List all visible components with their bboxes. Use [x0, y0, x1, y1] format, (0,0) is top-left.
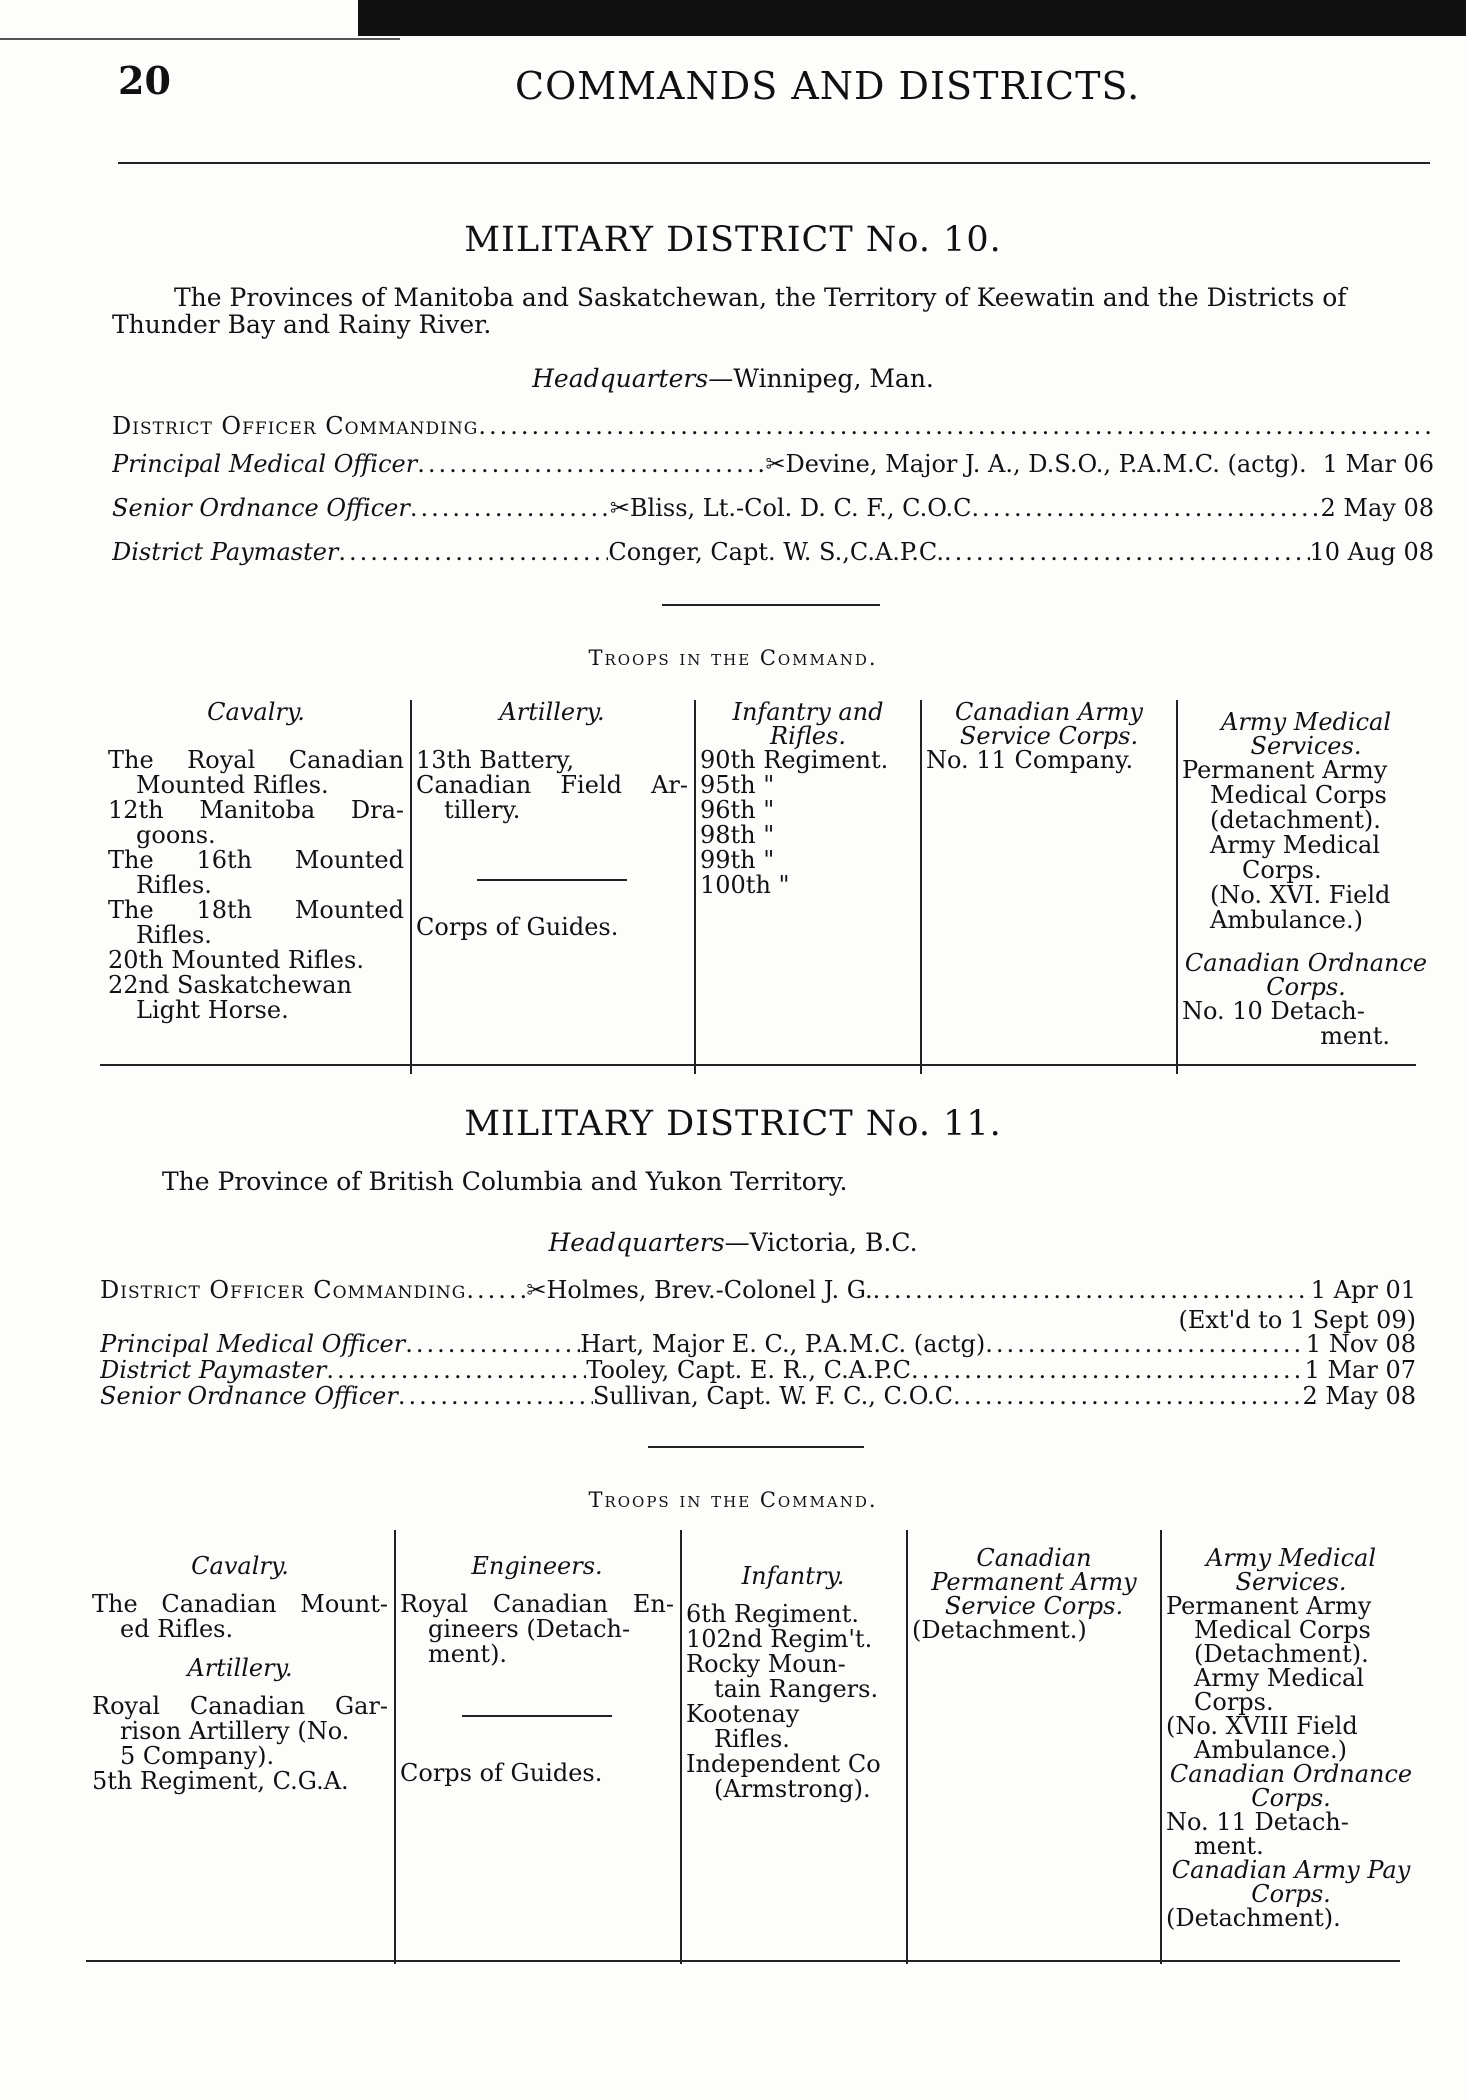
troop-entry: Army Medical	[1194, 1664, 1364, 1692]
column-divider	[906, 1530, 908, 1964]
column-heading: Artillery.	[187, 1654, 293, 1682]
troop-entry: Corps of Guides.	[400, 1759, 603, 1787]
officer-role: Principal Medical Officer	[100, 1330, 406, 1358]
leader-dots	[326, 1356, 586, 1384]
officer-row	[112, 538, 1434, 566]
officer-role: District Officer Commanding	[112, 412, 479, 440]
column-heading: Infantry and Rifles.	[732, 698, 884, 750]
troop-entry: Corps of Guides.	[416, 913, 619, 941]
troop-entry: Independent Co	[686, 1750, 881, 1778]
troop-entry: 22nd Saskatchewan	[108, 971, 352, 999]
column-heading: Artillery.	[499, 698, 605, 726]
column-heading: Canadian Ordnance Corps.	[1169, 1760, 1413, 1812]
troop-entry: Rocky Moun-	[686, 1650, 846, 1678]
cavalry-column	[108, 700, 404, 1023]
troop-entry: Permanent Army	[1166, 1592, 1372, 1620]
troop-entry: 96th "	[700, 796, 775, 824]
troop-entry: Ambulance.)	[1194, 1736, 1347, 1764]
officer-role: District Officer Commanding	[100, 1276, 467, 1304]
column-heading: Canadian Army Pay Corps.	[1171, 1856, 1411, 1908]
leader-dots	[478, 412, 1434, 440]
headquarters-label: Headquarters	[548, 1228, 725, 1257]
leader-dots	[466, 1276, 526, 1304]
headquarters-city: —Victoria, B.C.	[724, 1228, 918, 1257]
officer-name: ✂Devine, Major J. A., D.S.O., P.A.M.C. (actg).	[765, 450, 1307, 478]
troop-entry: (Detachment).	[1166, 1904, 1341, 1932]
page-top-line	[0, 38, 400, 40]
column-divider	[920, 700, 922, 1074]
troop-entry: 99th "	[700, 846, 775, 874]
leader-dots	[417, 450, 765, 478]
leader-dots	[873, 1276, 1311, 1304]
officer-date: 1 Nov 08	[1305, 1330, 1416, 1358]
officer-name: ✂Holmes, Brev.-Colonel J. G.	[526, 1276, 873, 1304]
troop-entry: gineers (Detach-	[428, 1615, 631, 1643]
column-heading: Army Medical Services.	[1206, 1544, 1376, 1596]
column-heading: Canadian Ordnance Corps.	[1184, 949, 1428, 1001]
officer-row	[112, 494, 1434, 522]
troop-entry: ment.	[1194, 1832, 1264, 1860]
troops-heading: Troops in the Command.	[588, 1488, 878, 1512]
district-11-title: MILITARY DISTRICT No. 11.	[464, 1104, 1002, 1144]
leader-dots	[944, 538, 1310, 566]
troop-entry: 100th "	[700, 871, 790, 899]
troop-entry: Medical Corps	[1194, 1616, 1371, 1644]
leader-dots	[971, 494, 1320, 522]
column-rule	[462, 1715, 612, 1717]
leader-dots	[410, 494, 610, 522]
district-11-description: The Province of British Columbia and Yukon Territory.	[162, 1167, 848, 1196]
troop-entry: No. 10 Detach-	[1182, 997, 1365, 1025]
troop-entry: Royal Canadian Gar-	[92, 1692, 388, 1720]
troop-entry: Royal Canadian En-	[400, 1590, 674, 1618]
headquarters-city: —Winnipeg, Man.	[708, 364, 934, 393]
troop-entry: Ambulance.)	[1210, 906, 1363, 934]
section-rule	[662, 604, 880, 606]
leader-dots	[405, 1330, 580, 1358]
officer-row	[100, 1356, 1416, 1384]
troop-entry: Medical Corps	[1210, 781, 1387, 809]
district-10-headquarters	[0, 364, 1466, 393]
troop-entry: rison Artillery (No.	[120, 1717, 350, 1745]
troop-entry: Rifles.	[136, 921, 212, 949]
officer-role: Senior Ordnance Officer	[112, 494, 410, 522]
headquarters-label: Headquarters	[532, 364, 709, 393]
officer-name: ✂Bliss, Lt.-Col. D. C. F., C.O.C	[609, 494, 972, 522]
troop-entry: (No. XVIII Field	[1166, 1712, 1358, 1740]
troop-entry: ment).	[428, 1640, 508, 1668]
officer-date: 1 Mar 06	[1322, 450, 1434, 478]
troop-entry: (detachment).	[1210, 806, 1381, 834]
troop-entry: Kootenay	[686, 1700, 800, 1728]
troop-entry: (Armstrong).	[714, 1775, 871, 1803]
column-heading: Canadian Army Service Corps.	[955, 698, 1143, 750]
column-heading: Cavalry.	[191, 1552, 289, 1580]
officer-name: Conger, Capt. W. S.,C.A.P.C.	[608, 538, 944, 566]
district-10-description: The Provinces of Manitoba and Saskatchewan, the Territory of Keewatin and the Districts of Thunder Bay and Rainy River.	[112, 283, 1347, 339]
troop-entry: ment.	[1320, 1022, 1390, 1050]
officer-role: Principal Medical Officer	[112, 450, 418, 478]
column-divider	[394, 1530, 396, 1964]
page-number: 20	[118, 58, 171, 103]
column-divider	[1176, 700, 1178, 1074]
running-head: COMMANDS AND DISTRICTS.	[515, 64, 1141, 108]
infantry-column	[700, 700, 916, 898]
troop-entry: (No. XVI. Field	[1210, 881, 1391, 909]
officer-row	[100, 1276, 1416, 1304]
troop-entry: 20th Mounted Rifles.	[108, 946, 364, 974]
troop-entry: The Canadian Mount-	[92, 1590, 388, 1618]
cavalry-column	[92, 1554, 388, 1794]
officer-date: 10 Aug 08	[1309, 538, 1434, 566]
troop-entry: (Detachment.)	[912, 1616, 1087, 1644]
troop-entry: Corps.	[1242, 856, 1322, 884]
troop-entry: 98th "	[700, 821, 775, 849]
troop-entry: 12th Manitoba Dra-	[108, 796, 404, 824]
troop-entry: 5 Company).	[120, 1742, 275, 1770]
officer-date: 2 May 08	[1302, 1382, 1416, 1410]
service-corps-column	[912, 1546, 1156, 1643]
troop-entry: Army Medical	[1210, 831, 1380, 859]
officer-row	[100, 1330, 1416, 1358]
troop-entry: Canadian Field Ar-	[416, 771, 688, 799]
officer-name: Sullivan, Capt. W. F. C., C.O.C	[592, 1382, 953, 1410]
leader-dots	[338, 538, 608, 566]
troop-entry: goons.	[136, 821, 216, 849]
leader-dots	[398, 1382, 593, 1410]
service-corps-column	[926, 700, 1172, 773]
troop-entry: No. 11 Company.	[926, 746, 1134, 774]
officer-date: 2 May 08	[1320, 494, 1434, 522]
troop-entry: Rifles.	[136, 871, 212, 899]
troop-entry: 95th "	[700, 771, 775, 799]
troop-entry: Mounted Rifles.	[136, 771, 329, 799]
troop-entry: Light Horse.	[136, 996, 289, 1024]
troop-entry: 5th Regiment, C.G.A.	[92, 1767, 349, 1795]
table-bottom-rule	[86, 1960, 1400, 1962]
troop-entry: No. 11 Detach-	[1166, 1808, 1349, 1836]
troop-entry: 90th Regiment.	[700, 746, 889, 774]
column-heading: Canadian Permanent Army Service Corps.	[931, 1544, 1137, 1620]
officer-row	[100, 1382, 1416, 1410]
troop-entry: Rifles.	[714, 1725, 790, 1753]
troop-entry: Corps.	[1194, 1688, 1274, 1716]
engineers-column	[400, 1554, 674, 1786]
officer-role: Senior Ordnance Officer	[100, 1382, 398, 1410]
troop-entry: 102nd Regim't.	[686, 1625, 873, 1653]
column-heading: Engineers.	[471, 1552, 603, 1580]
medical-column	[1166, 1546, 1416, 1930]
troop-entry: The Royal Canadian	[108, 746, 404, 774]
officer-date: 1 Mar 07	[1304, 1356, 1416, 1384]
troop-entry: ed Rifles.	[120, 1615, 234, 1643]
leader-dots	[953, 1382, 1303, 1410]
officer-role: District Paymaster	[112, 538, 339, 566]
officer-date: 1 Apr 01	[1310, 1276, 1416, 1304]
troop-entry: 13th Battery,	[416, 746, 575, 774]
column-heading: Infantry.	[741, 1562, 845, 1590]
leader-dots	[985, 1330, 1306, 1358]
troop-entry: Permanent Army	[1182, 756, 1388, 784]
district-11-headquarters	[0, 1228, 1466, 1257]
header-rule	[118, 162, 1430, 164]
troop-entry: tain Rangers.	[714, 1675, 879, 1703]
page-top-bar	[358, 0, 1466, 36]
officer-role: District Paymaster	[100, 1356, 327, 1384]
column-rule	[477, 879, 627, 881]
officer-row	[112, 412, 1434, 440]
officer-date: (Ext'd to 1 Sept 09)	[1178, 1306, 1416, 1334]
table-bottom-rule	[100, 1064, 1416, 1066]
district-10-title: MILITARY DISTRICT No. 10.	[464, 220, 1002, 260]
column-heading: Cavalry.	[207, 698, 305, 726]
officer-name: Tooley, Capt. E. R., C.A.P.C	[586, 1356, 911, 1384]
troop-entry: The 18th Mounted	[108, 896, 404, 924]
troops-heading: Troops in the Command.	[588, 646, 878, 670]
troop-entry: 6th Regiment.	[686, 1600, 860, 1628]
medical-column	[1182, 710, 1430, 1049]
artillery-column	[416, 700, 688, 940]
column-heading: Army Medical Services.	[1221, 708, 1391, 760]
officer-name: Hart, Major E. C., P.A.M.C. (actg)	[580, 1330, 986, 1358]
troop-entry: (Detachment).	[1194, 1640, 1369, 1668]
leader-dots	[911, 1356, 1305, 1384]
infantry-column	[686, 1564, 900, 1802]
column-divider	[680, 1530, 682, 1964]
column-divider	[1160, 1530, 1162, 1964]
column-divider	[694, 700, 696, 1074]
troop-entry: tillery.	[444, 796, 521, 824]
officer-row	[112, 450, 1434, 478]
section-rule	[648, 1446, 864, 1448]
troop-entry: The 16th Mounted	[108, 846, 404, 874]
column-divider	[410, 700, 412, 1074]
